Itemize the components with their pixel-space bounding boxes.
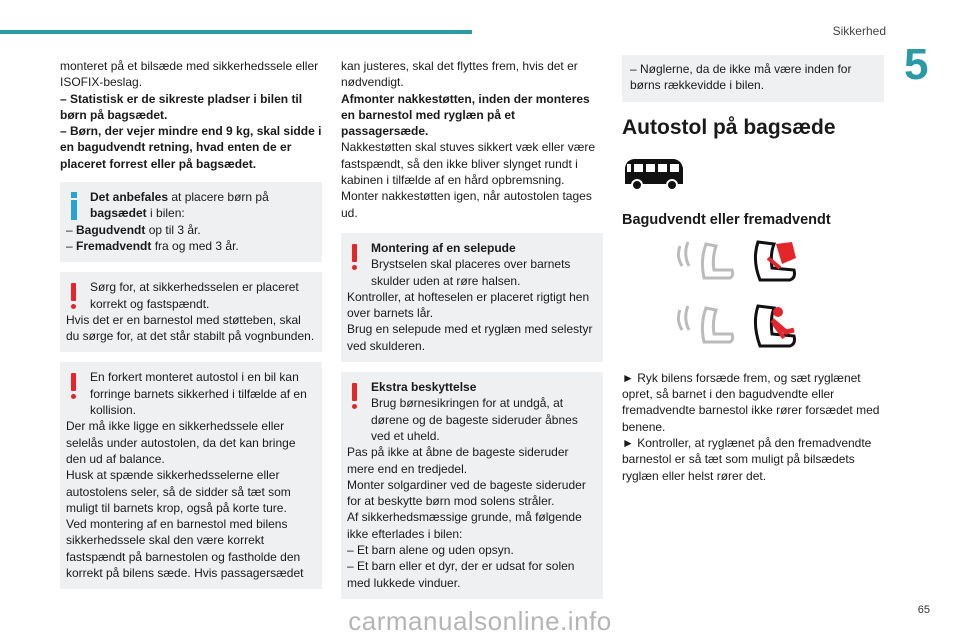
chapter-number: 5 — [904, 40, 929, 89]
info-item-forward: – Fremadvendt fra og med 3 år. — [66, 238, 239, 253]
column-2 — [341, 58, 603, 609]
warning-text: Brug børnesikringen for at undgå, at dørene og de bageste sideruder åbnes ved et uheld. — [371, 396, 578, 443]
warning-icon — [351, 383, 359, 409]
warning-text: Kontroller, at hofteselen er placeret rigtigt hen over barnets lår. — [347, 289, 590, 321]
continued-box — [622, 55, 884, 102]
section-title: Sikkerhed — [832, 24, 886, 38]
warning-icon — [351, 244, 359, 270]
warning-text: Husk at spænde sikkerhedsselerne eller autostolens seler, så de sidder så tæt som muligt til barnets krop, også på korte ture. — [66, 468, 291, 515]
watermark: carmanualsonline.info — [348, 606, 612, 636]
info-lead: Det anbefales at placere børn på bagsædet i bilen: — [90, 190, 269, 221]
warning-box-installation — [60, 362, 322, 589]
warning-list-item: – Et barn eller et dyr, der er udsat for solen med lukkede vinduer. — [347, 559, 575, 590]
info-icon — [68, 192, 80, 220]
warning-text: Monter solgardiner ved de bageste sideruder for at beskytte børn mod solens stråler. — [347, 477, 586, 509]
warning-text: En forkert monteret autostol i en bil kan forringe barnets sikkerhed i tilfælde af en kollision. — [90, 370, 307, 418]
warning-title: Ekstra beskyttelse — [371, 380, 477, 395]
warning-icon — [70, 373, 78, 399]
warning-text: Brug en selepude med et ryglæn med selestyr ved skulderen. — [347, 322, 593, 353]
warning-text: Brystselen skal placeres over barnets skulder uden at røre halsen. — [371, 257, 571, 288]
bullet-safest: – Statistisk er de sikreste pladser i bilen til børn på bagsædet. — [60, 91, 303, 122]
bullet-under-9kg: – Børn, der vejer mindre end 9 kg, skal sidde i en bagudvendt retning, hvad enten de er placeret forrest eller på bagsædet. — [60, 124, 322, 171]
warning-text: Sørg for, at sikkerhedsselen er placeret korrekt og fastspændt. — [90, 280, 299, 311]
instruction-step: ► Ryk bilens forsæde frem, og sæt ryglænet opret, så barnet i den bagudvendte eller fremadvendte barnestol ikke rører forsædet med benene. — [622, 370, 880, 434]
warning-list-item: – Et barn alene og uden opsyn. — [347, 543, 514, 558]
column-3 — [622, 55, 884, 484]
van-icon — [622, 154, 884, 198]
warning-text: Af sikkerhedsmæssige grunde, må følgende ikke efterlades i bilen: — [347, 510, 582, 541]
instruction-step: ► Kontroller, at ryglænet på den fremadvendte barnestol er så tæt som muligt på bilsædets ryglæn eller helst rører det. — [622, 436, 872, 483]
warning-title: Montering af en selepude — [371, 240, 516, 255]
info-box — [60, 182, 322, 262]
info-item-rear: – Bagudvendt op til 3 år. — [66, 222, 201, 237]
page-number: 65 — [917, 604, 930, 616]
headrest-text: Nakkestøtten skal stuves sikkert væk eller være fastspændt, så den ikke bliver slynget rundt i kabinen i tilfælde af en hård opbremsning. Monter nakkestøtten igen, når autostolen tages ud. — [341, 140, 596, 220]
warning-box-booster — [341, 233, 603, 362]
warning-text: Der må ikke ligge en sikkerhedssele eller selelås under autostolen, da det kan bringe den ud af balance. — [66, 419, 296, 466]
warning-box-protection — [341, 372, 603, 599]
column-1 — [60, 58, 322, 599]
continued-text: kan justeres, skal det flyttes frem, hvis det er nødvendigt. — [341, 59, 578, 90]
header-accent-bar — [0, 30, 472, 34]
warning-box-belt — [60, 272, 322, 352]
warning-text: Hvis det er en barnestol med støtteben, skal du sørge for, at det står stabilt på vognbunden. — [66, 312, 315, 344]
section-heading: Autostol på bagsæde — [622, 115, 836, 139]
sub-heading: Bagudvendt eller fremadvendt — [622, 211, 831, 228]
forward-facing-seat-icon — [672, 302, 802, 358]
warning-icon — [70, 283, 78, 309]
warning-text: Pas på ikke at åbne de bageste sideruder mere end en tredjedel. — [347, 445, 569, 476]
headrest-heading: Afmonter nakkestøtten, inden der monteres en barnestol med ryglæn på et passagersæde. — [341, 91, 590, 139]
warning-text: Ved montering af en barnestol med bilens sikkerhedssele skal den være korrekt fastspændt på barnestolen og fastholde den korrekt på bilens sæde. Hvis passagersædet — [66, 517, 304, 581]
intro-text: monteret på et bilsæde med sikkerhedssele eller ISOFIX-beslag. — [60, 59, 319, 90]
warning-list-item: – Nøglerne, da de ikke må være inden for børns rækkevidde i bilen. — [630, 62, 852, 93]
rear-facing-seat-icon — [672, 238, 802, 294]
